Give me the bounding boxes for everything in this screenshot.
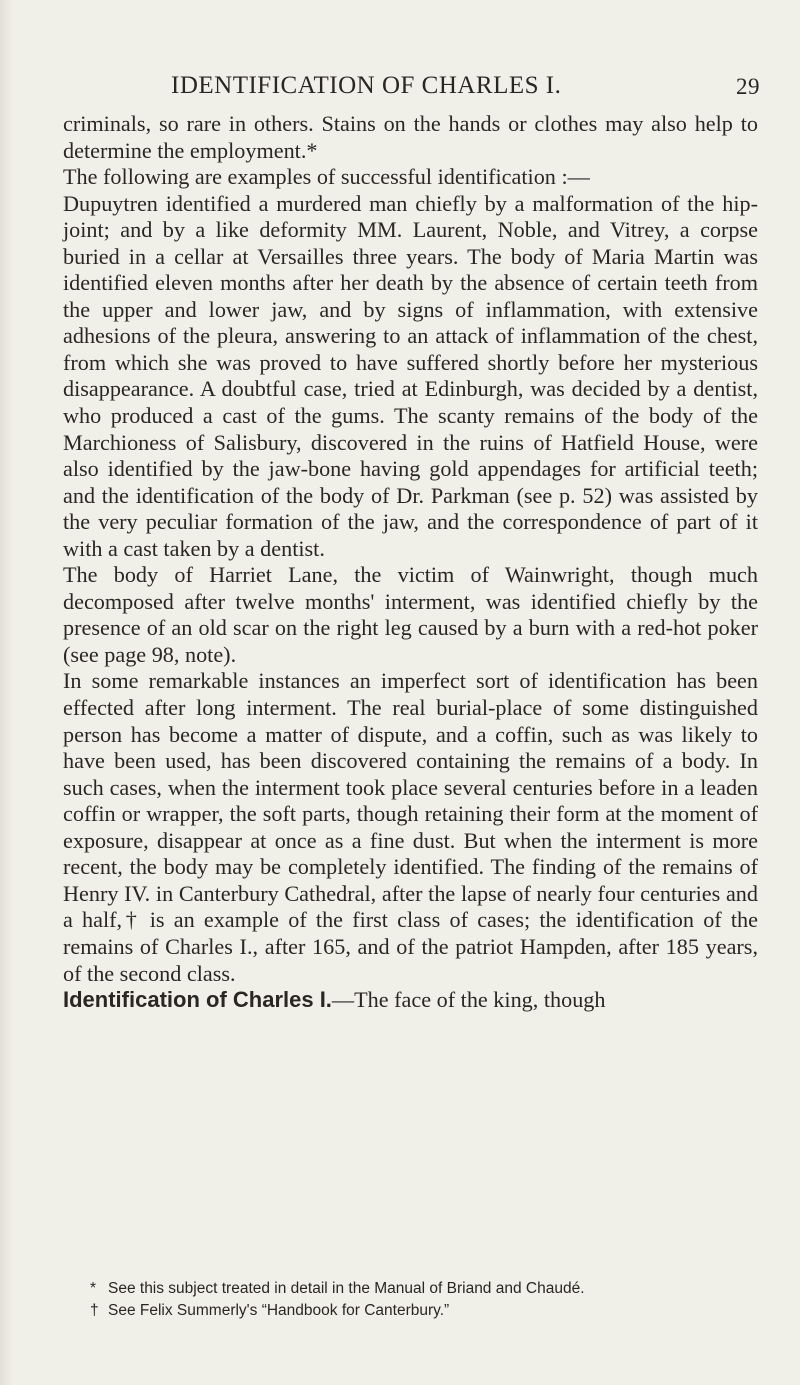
paragraph: criminals, so rare in others. Stains on the hands or clothes may also help to determine the employment.* <box>63 111 758 163</box>
footnote-text: See Felix Summerly's “Handbook for Canterbury.” <box>108 1302 450 1319</box>
footnote <box>90 1300 750 1322</box>
footnotes <box>90 1278 750 1322</box>
body-text <box>63 111 758 1014</box>
running-head <box>63 62 760 102</box>
section-heading: Identification of Charles I. <box>63 987 332 1013</box>
paragraph: Dupuytren identified a murdered man chiefly by a malformation of the hip-joint; and by a like deformity MM. Laurent, Noble, and Vitrey, a corpse buried in a cellar at Versailles three years. The body of Maria Martin was identified eleven months after her death by the absence of certain teeth from the upper and lower jaw, and by signs of inflammation, with extensive adhesions of the pleura, answering to an attack of inflammation of the chest, from which she was proved to have suffered shortly before her mysterious disappearance. A doubtful case, tried at Edinburgh, was decided by a dentist, who produced a cast of the gums. The scanty remains of the body of the Marchioness of Salisbury, discovered in the ruins of Hatfield House, were also identified by the jaw-bone having gold appendages for artificial teeth; and the identification of the body of Dr. Parkman (see p. 52) was assisted by the very peculiar formation of the jaw, and the correspondence of part of it with a cast taken by a dentist. <box>63 190 758 561</box>
section-paragraph <box>63 987 758 1014</box>
footnote-mark: * <box>90 1280 97 1297</box>
footnote <box>90 1278 750 1300</box>
section-text: —The face of the king, though <box>331 987 606 1013</box>
footnote-mark: † <box>90 1302 99 1319</box>
paragraph: The body of Harriet Lane, the victim of Wainwright, though much decomposed after twelve months' interment, was identified chiefly by the presence of an old scar on the right leg caused by a burn with a red-hot poker (see page 98, note). <box>63 562 758 667</box>
paragraph: The following are examples of successful identification :— <box>63 164 590 190</box>
page-number: 29 <box>736 74 760 99</box>
footnote-text: See this subject treated in detail in the Manual of Briand and Chaudé. <box>108 1280 585 1297</box>
running-title: IDENTIFICATION OF CHARLES I. <box>171 72 562 99</box>
paragraph: In some remarkable instances an imperfect sort of identification has been effected after long interment. The real burial-place of some distinguished person has become a matter of dispute, and a coffin, such as was likely to have been used, has been discovered containing the remains of a body. In such cases, when the interment took place several centuries before in a leaden coffin or wrapper, the soft parts, though retaining their form at the moment of exposure, disappear at once as a fine dust. But when the interment is more recent, the body may be completely identified. The finding of the remains of Henry IV. in Canterbury Cathedral, after the lapse of nearly four centuries and a half,† is an example of the first class of cases; the identification of the remains of Charles I., after 165, and of the patriot Hampden, after 185 years, of the second class. <box>63 668 758 986</box>
